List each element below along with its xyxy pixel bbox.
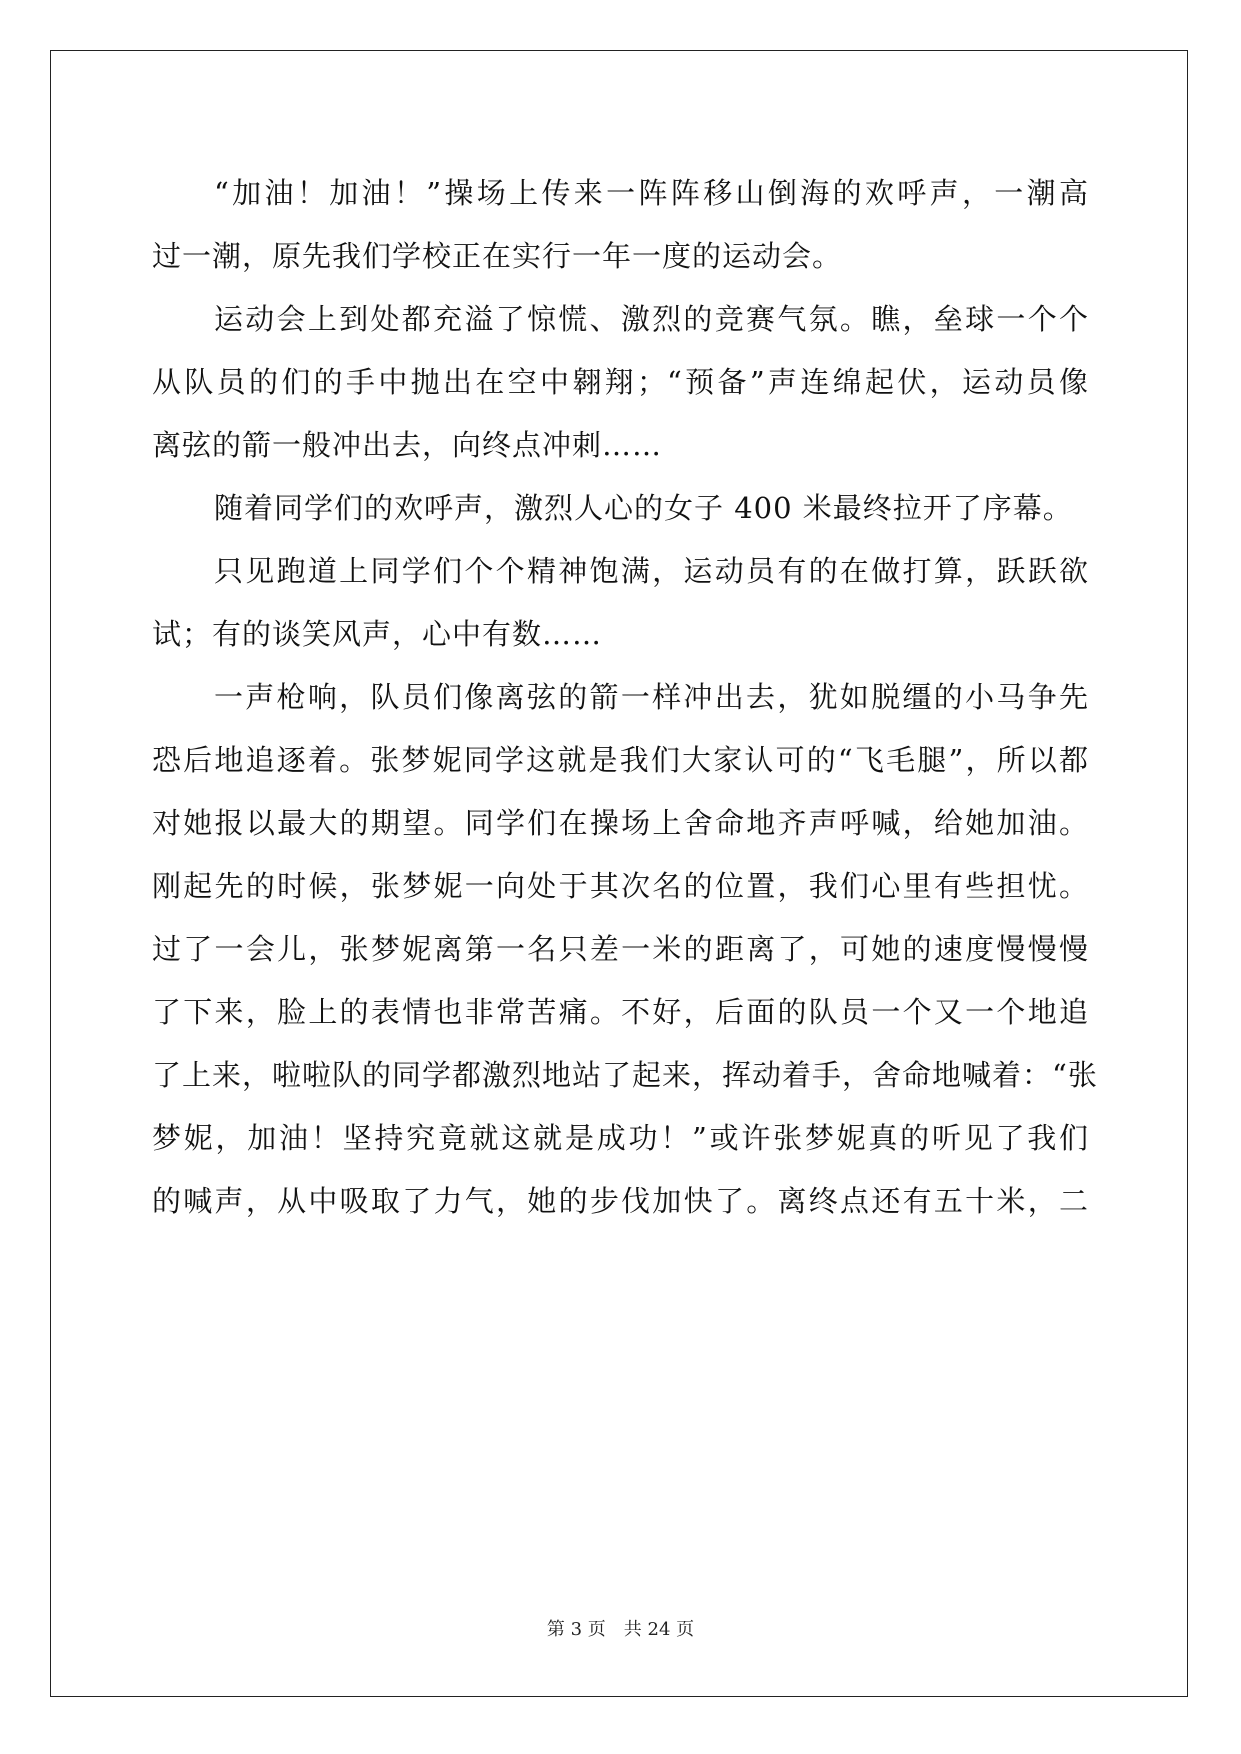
text-line: 了下来，脸上的表情也非常苦痛。不好，后面的队员一个又一个地追	[152, 995, 1089, 1029]
text-line: 恐后地追逐着。张梦妮同学这就是我们大家认可的“飞毛腿”，所以都	[152, 743, 1089, 777]
text-line: “加油！加油！”操场上传来一阵阵移山倒海的欢呼声，一潮高	[214, 176, 1089, 210]
paragraph	[152, 666, 1098, 1233]
paragraph	[152, 477, 1089, 540]
text-line: 的喊声，从中吸取了力气，她的步伐加快了。离终点还有五十米，二	[152, 1184, 1089, 1218]
text-line: 过了一会儿，张梦妮离第一名只差一米的距离了，可她的速度慢慢慢	[152, 932, 1089, 966]
text-line: 过一潮，原先我们学校正在实行一年一度的运动会。	[152, 239, 843, 273]
paragraph	[152, 540, 1089, 666]
text-line: 一声枪响，队员们像离弦的箭一样冲出去，犹如脱缰的小马争先	[214, 680, 1089, 714]
text-line: 随着同学们的欢呼声，激烈人心的女子 400 米最终拉开了序幕。	[214, 491, 1073, 525]
paragraph	[152, 288, 1089, 477]
text-line: 刚起先的时候，张梦妮一向处于其次名的位置，我们心里有些担忧。	[152, 869, 1089, 903]
text-line: 离弦的箭一般冲出去，向终点冲刺……	[152, 428, 663, 462]
text-line: 从队员的们的手中抛出在空中翱翔；“预备”声连绵起伏，运动员像	[152, 365, 1089, 399]
text-line: 梦妮，加油！坚持究竟就这就是成功！”或许张梦妮真的听见了我们	[152, 1121, 1089, 1155]
text-line: 试；有的谈笑风声，心中有数……	[152, 617, 603, 651]
text-line: 只见跑道上同学们个个精神饱满，运动员有的在做打算，跃跃欲	[214, 554, 1089, 588]
document-body	[152, 162, 1098, 1233]
text-line: 了上来，啦啦队的同学都激烈地站了起来，挥动着手，舍命地喊着：“张	[152, 1058, 1098, 1092]
page-number-footer: 第 3 页 共 24 页	[546, 1619, 695, 1640]
text-line: 运动会上到处都充溢了惊慌、激烈的竞赛气氛。瞧，垒球一个个	[214, 302, 1089, 336]
text-line: 对她报以最大的期望。同学们在操场上舍命地齐声呼喊，给她加油。	[152, 806, 1089, 840]
paragraph	[152, 162, 1089, 288]
